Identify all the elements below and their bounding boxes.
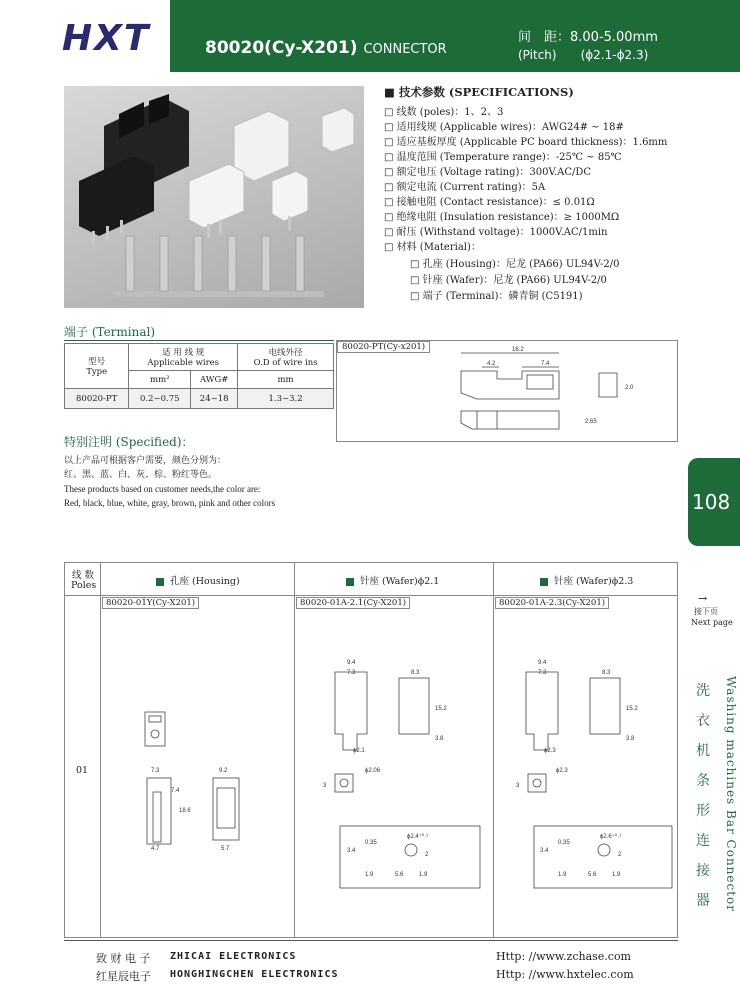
specified-line: Red, black, blue, white, gray, brown, pink and other colors <box>64 498 276 508</box>
header-wires: 适 用 线 规 Applicable wires <box>129 344 238 371</box>
housing-drawing <box>101 612 293 936</box>
square-bullet-icon <box>346 578 354 586</box>
next-page-link[interactable]: Next page <box>691 618 733 627</box>
svg-text:1.9: 1.9 <box>365 872 374 878</box>
company-cn-2: 红星辰电子 <box>96 970 151 983</box>
material-item: □ 针座 (Wafer)：尼龙 (PA66) UL94V-2/0 <box>410 275 607 286</box>
svg-text:0.35: 0.35 <box>365 840 377 846</box>
spec-item: □ 耐压 (Withstand voltage)：1000V.AC/1min <box>384 227 608 238</box>
product-photo <box>64 86 364 308</box>
cell-od: 1.3~3.2 <box>238 389 334 409</box>
dim: 4.7 <box>151 846 160 852</box>
svg-text:5.6: 5.6 <box>588 872 597 878</box>
svg-text:ϕ2.3: ϕ2.3 <box>544 748 556 754</box>
dim-b: 7.4 <box>541 361 550 367</box>
svg-text:7.3: 7.3 <box>347 670 356 676</box>
housing-part-label: 80020-01Y(Cy-X201) <box>102 597 199 609</box>
footer-divider <box>64 940 678 941</box>
svg-text:1.9: 1.9 <box>612 872 621 878</box>
svg-text:1.9: 1.9 <box>419 872 428 878</box>
poles-en: Poles <box>71 580 97 591</box>
material-item: □ 端子 (Terminal)：磷青铜 (C5191) <box>410 291 583 302</box>
dim-a: 4.2 <box>487 361 496 367</box>
arrow-right-icon[interactable]: → <box>698 592 708 605</box>
column-wafer-21: 针座 (Wafer)ϕ2.1 <box>346 573 439 587</box>
dim-height: 2.0 <box>625 385 634 391</box>
row-divider <box>64 595 678 596</box>
company-cn-1: 致 财 电 子 <box>96 952 151 965</box>
product-title <box>205 38 447 58</box>
model-suffix: CONNECTOR <box>363 42 447 57</box>
specifications-heading: ■ 技术参数 (SPECIFICATIONS) <box>384 85 574 99</box>
unit-mm2: mm² <box>129 371 191 389</box>
spec-item: □ 额定电压 (Voltage rating)：300V.AC/DC <box>384 167 592 178</box>
svg-text:3.8: 3.8 <box>435 736 444 742</box>
svg-text:7.3: 7.3 <box>538 670 547 676</box>
cell-mm2: 0.2~0.75 <box>129 389 191 409</box>
svg-text:5.6: 5.6 <box>395 872 404 878</box>
unit-awg: AWG# <box>191 371 238 389</box>
spec-item: □ 适应基板厚度 (Applicable PC board thickness)：1.6mm <box>384 137 668 148</box>
svg-text:9.4: 9.4 <box>347 660 356 666</box>
dim-length: 16.2 <box>512 347 524 353</box>
terminal-drawing-box <box>336 340 678 442</box>
header-od: 电线外径 O.D of wire ins <box>238 344 334 371</box>
svg-text:15.2: 15.2 <box>626 706 638 712</box>
svg-text:ϕ2.4⁺⁰·¹: ϕ2.4⁺⁰·¹ <box>407 834 429 840</box>
dim: 7.3 <box>151 768 160 774</box>
poles-cn: 线 数 <box>72 570 95 581</box>
spec-item: □ 绝缘电阻 (Insulation resistance)：≥ 1000MΩ <box>384 212 620 223</box>
specified-line: 以上产品可根据客户需要，颜色分别为： <box>64 456 227 466</box>
wafer23-drawing <box>494 612 678 936</box>
terminal-drawing-label: 80020-PT(Cy-x201) <box>337 341 430 353</box>
pitch-label: 间 距：8.00-5.00mm <box>518 30 658 45</box>
wafer21-part-label: 80020-01A-2.1(Cy-X201) <box>296 597 410 609</box>
svg-text:3.8: 3.8 <box>626 736 635 742</box>
specified-line: These products based on customer needs,the color are: <box>64 484 261 494</box>
category-vertical-en: Washing machines Bar Connector <box>724 676 738 913</box>
svg-text:8.3: 8.3 <box>602 670 611 676</box>
dim: 9.2 <box>219 768 228 774</box>
cell-awg: 24~18 <box>191 389 238 409</box>
svg-text:2: 2 <box>618 852 622 858</box>
spec-item: □ 额定电流 (Current rating)：5A <box>384 182 546 193</box>
svg-text:ϕ2.1: ϕ2.1 <box>353 748 365 754</box>
unit-mm: mm <box>238 371 334 389</box>
terminal-title: 端子 (Terminal) <box>64 325 156 339</box>
spec-item: □ 材料 (Material)： <box>384 242 481 253</box>
terminal-table <box>64 343 334 409</box>
row-pole: 01 <box>76 765 89 776</box>
svg-text:3.4: 3.4 <box>347 848 356 854</box>
specified-line: 红、黑、蓝、白、灰、棕、粉红等色。 <box>64 470 218 480</box>
cell-type: 80020-PT <box>65 389 129 409</box>
page-number: 108 <box>692 490 731 514</box>
svg-text:3: 3 <box>516 783 520 789</box>
header-type: 型号 Type <box>65 344 129 389</box>
company-en-2: HONGHINGCHEN ELECTRONICS <box>170 969 339 980</box>
dim: 5.7 <box>221 846 230 852</box>
category-vertical-cn: 洗衣机条形连接器 <box>696 683 710 909</box>
model-number: 80020(Cy-X201) <box>205 38 358 58</box>
svg-text:ϕ2.06: ϕ2.06 <box>365 768 381 774</box>
svg-text:3: 3 <box>323 783 327 789</box>
spec-item: □ 温度范围 (Temperature range)：-25℃ ~ 85℃ <box>384 152 622 163</box>
company-en-1: ZHICAI ELECTRONICS <box>170 951 297 962</box>
svg-text:ϕ2.6⁺⁰·¹: ϕ2.6⁺⁰·¹ <box>600 834 622 840</box>
svg-text:8.3: 8.3 <box>411 670 420 676</box>
table-row <box>65 389 334 409</box>
dim: 7.4 <box>171 788 180 794</box>
brand-logo: HXT <box>62 18 151 59</box>
svg-text:0.35: 0.35 <box>558 840 570 846</box>
pitch-label-en: (Pitch) (ϕ2.1-ϕ2.3) <box>518 48 649 62</box>
material-item: □ 孔座 (Housing)：尼龙 (PA66) UL94V-2/0 <box>410 259 620 270</box>
website-link-2[interactable]: Http: //www.hxtelec.com <box>496 968 634 981</box>
column-housing: 孔座 (Housing) <box>156 573 240 587</box>
wafer21-drawing <box>295 612 492 936</box>
square-bullet-icon <box>540 578 548 586</box>
wafer23-part-label: 80020-01A-2.3(Cy-X201) <box>495 597 609 609</box>
svg-text:1.9: 1.9 <box>558 872 567 878</box>
specified-title: 特别注明 (Specified)： <box>64 435 194 449</box>
spec-item: □ 接触电阻 (Contact resistance)：≤ 0.01Ω <box>384 197 595 208</box>
svg-text:15.2: 15.2 <box>435 706 447 712</box>
svg-text:ϕ2.3: ϕ2.3 <box>556 768 568 774</box>
svg-text:3.4: 3.4 <box>540 848 549 854</box>
terminal-drawing <box>337 341 679 443</box>
column-wafer-23: 针座 (Wafer)ϕ2.3 <box>540 573 633 587</box>
dim-width: 2.65 <box>585 419 597 425</box>
spec-item: □ 线数 (poles)：1、2、3 <box>384 107 504 118</box>
square-bullet-icon <box>156 578 164 586</box>
next-page-cn[interactable]: 接下页 <box>694 607 718 616</box>
dim: 18.6 <box>179 808 191 814</box>
website-link-1[interactable]: Http: //www.zchase.com <box>496 950 631 963</box>
svg-text:9.4: 9.4 <box>538 660 547 666</box>
svg-text:2: 2 <box>425 852 429 858</box>
terminal-divider <box>64 340 334 341</box>
spec-item: □ 适用线规 (Applicable wires)：AWG24# ~ 18# <box>384 122 624 133</box>
